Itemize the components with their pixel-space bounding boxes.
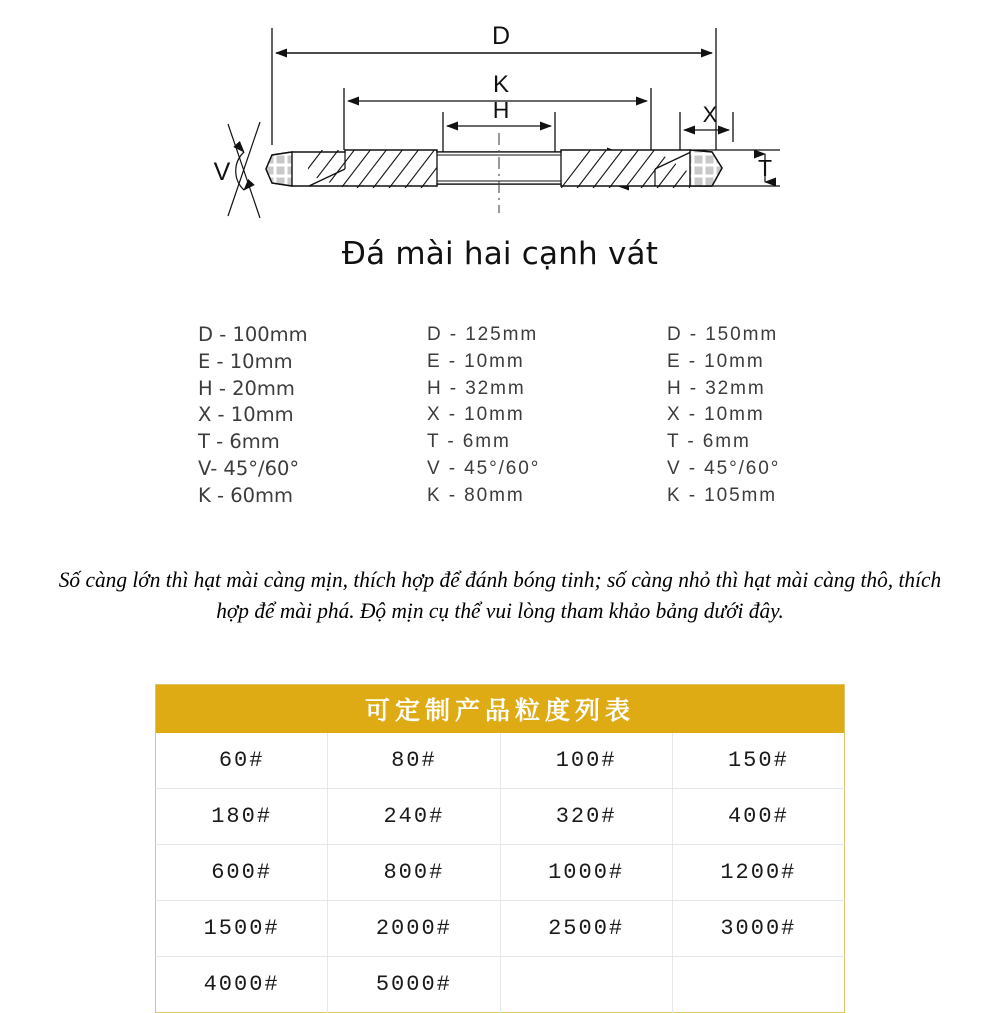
spec-line: D - 150mm <box>667 324 779 345</box>
grit-cell: 800# <box>328 845 500 901</box>
angle-leg-v-lower <box>228 122 260 216</box>
dimension-label-h: H <box>492 97 510 123</box>
spec-column-100mm <box>198 322 308 510</box>
abrasive-tip-left <box>266 152 292 186</box>
spec-line: H - 32mm <box>667 377 766 399</box>
spec-line: X - 10mm <box>667 404 765 426</box>
angle-leg-v-upper <box>228 124 260 218</box>
customizable-grit-table <box>155 684 845 1013</box>
grit-cell: 4000# <box>156 957 328 1013</box>
spec-line: H - 20mm <box>198 376 295 400</box>
grit-cell: 1000# <box>500 845 672 901</box>
page-title: Đá mài hai cạnh vát <box>341 236 659 272</box>
table-row <box>156 901 845 957</box>
spec-line: X - 10mm <box>198 403 294 427</box>
grit-cell: 320# <box>500 789 672 845</box>
grit-cell: 5000# <box>328 957 500 1013</box>
spec-line: T - 6mm <box>667 431 751 453</box>
dimension-label-k: K <box>492 71 510 98</box>
grit-cell-empty <box>672 957 844 1013</box>
grit-table-title: 可定制产品粒度列表 <box>156 685 845 734</box>
grit-cell: 3000# <box>672 901 844 957</box>
grit-cell: 80# <box>328 733 500 789</box>
spec-line: D - 100mm <box>198 323 308 346</box>
table-row <box>156 957 845 1013</box>
spec-line: V - 45°/60° <box>667 457 781 479</box>
grit-cell: 2000# <box>328 901 500 957</box>
spec-line: T - 6mm <box>427 431 511 453</box>
table-row <box>156 733 845 789</box>
grit-cell: 100# <box>500 733 672 789</box>
grit-cell: 1200# <box>672 845 844 901</box>
spec-line: V - 45°/60° <box>427 457 541 479</box>
grit-cell: 180# <box>156 789 328 845</box>
dimension-label-d: D <box>491 22 511 50</box>
dimension-label-v: V <box>213 158 231 186</box>
grit-cell: 1500# <box>156 901 328 957</box>
spec-line: K - 105mm <box>667 484 778 506</box>
spec-line: T - 6mm <box>198 430 280 454</box>
spec-line: V- 45°/60° <box>198 456 300 480</box>
wheel-cross-section-diagram <box>0 0 1000 228</box>
grit-cell: 600# <box>156 845 328 901</box>
specification-columns <box>0 322 1000 527</box>
grit-cell: 400# <box>672 789 844 845</box>
grit-cell: 150# <box>672 733 844 789</box>
spec-line: D - 125mm <box>427 324 539 345</box>
dimension-label-x: X <box>702 102 718 127</box>
spec-line: X - 10mm <box>427 404 525 426</box>
spec-line: E - 10mm <box>667 350 765 372</box>
table-row <box>156 845 845 901</box>
dimension-label-t: T <box>757 155 773 181</box>
spec-line: E - 10mm <box>427 350 525 372</box>
spec-line: E - 10mm <box>198 349 293 373</box>
spec-column-150mm <box>667 322 780 510</box>
grit-cell: 2500# <box>500 901 672 957</box>
grit-cell-empty <box>500 957 672 1013</box>
grit-cell: 60# <box>156 733 328 789</box>
abrasive-tip-right <box>690 150 722 186</box>
grit-cell: 240# <box>328 789 500 845</box>
table-row <box>156 789 845 845</box>
spec-line: H - 32mm <box>427 377 526 399</box>
grit-explanation-note: Số càng lớn thì hạt mài càng mịn, thích hợp để đánh bóng tinh; số càng nhỏ thì hạt mài càng thô, thích hợp để mài phá. Độ mịn cụ thể vui lòng tham khảo bảng dưới đây. <box>58 567 942 623</box>
table-header-row <box>156 685 845 734</box>
spec-column-125mm <box>427 322 540 510</box>
spec-line: K - 60mm <box>198 483 294 507</box>
spec-line: K - 80mm <box>427 484 525 506</box>
